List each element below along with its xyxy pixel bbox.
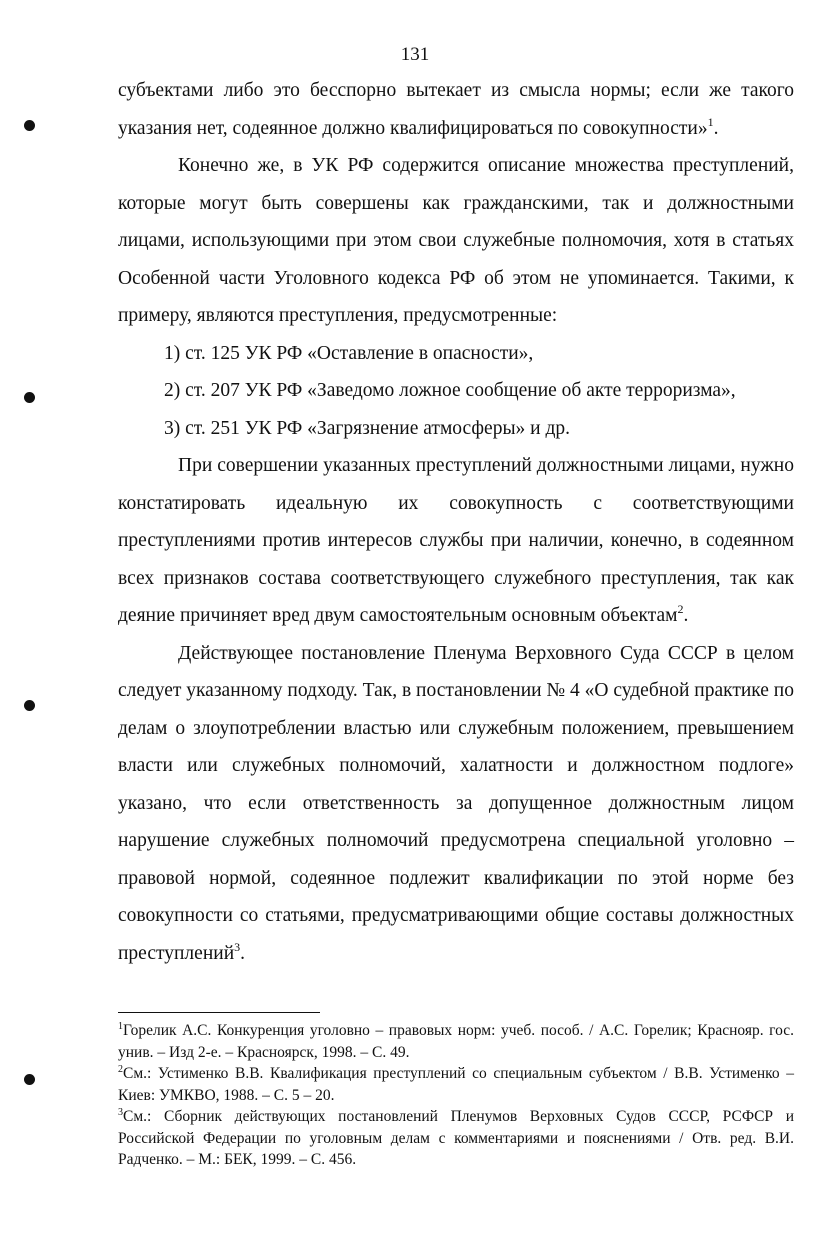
paragraph-crimes-description: Конечно же, в УК РФ содержится описание множества преступлений, которые могут быть совершены как гражданскими, так и должностными лицами, использующими при этом свои служебные полномочия, хотя в статьях Особенной части Уголовного кодекса РФ об этом не упоминается. Такими, к примеру, являются преступления, предусмотренные: [118, 155, 794, 326]
footnote-ref-3: 3 [234, 939, 241, 954]
footnote-2: $^2$См.: Устименко В.В. Квалификация преступлений со специальным субъектом / В.В. Устименко – Киев: УМКВО, 1988. – С. 5 – 20. [118, 1064, 794, 1104]
binding-hole-mark [24, 392, 35, 403]
binding-hole-mark [24, 120, 35, 131]
binding-hole-mark [24, 1074, 35, 1085]
footnote-ref-1: 1 [707, 114, 714, 129]
footnote-1: $^1$Горелик А.С. Конкуренция уголовно – правовых норм: учеб. пособ. / А.С. Горелик; Краснояр. гос. унив. – Изд 2-е. – Красноярск, 1998. – С. 49. [118, 1021, 794, 1061]
binding-hole-mark [24, 700, 35, 711]
page-number: 131 [400, 44, 430, 65]
footnote-mark-3: 3 [118, 1107, 123, 1118]
list-item-3: 3) ст. 251 УК РФ «Загрязнение атмосферы» и др. [164, 417, 571, 439]
list-item-1: 1) ст. 125 УК РФ «Оставление в опасности», [164, 342, 534, 364]
footnote-mark-1: 1 [118, 1021, 123, 1032]
paragraph-continuation: субъектами либо это бесспорно вытекает из смысла нормы; если же такого указания нет, содеянное должно квалифицироваться по совокупности»$^1$. [118, 80, 794, 139]
footnote-separator [118, 1012, 320, 1013]
paragraph-plenum-resolution: Действующее постановление Пленума Верховного Суда СССР в целом следует указанному подходу. Так, в постановлении № 4 «О судебной практике по делам о злоупотреблении властью или служебным положением, превышением власти или служебных полномочий, халатности и должностном подлоге» указано, что если ответственность за допущенное должностным лицом нарушение служебных полномочий предусмотрена специальной уголовно – правовой нормой, содеянное подлежит квалификации по этой норме без совокупности со статьями, предусматривающими общие составы должностных преступлений$^3$. [118, 642, 794, 964]
footnotes [118, 1020, 794, 1171]
paragraph-ideal-aggregate: При совершении указанных преступлений должностными лицами, нужно констатировать идеальную их совокупность с соответствующими преступлениями против интересов службы при наличии, конечно, в содеянном всех признаков состава соответствующего служебного преступления, так как деяние причиняет вред двум самостоятельным основным объектам$^2$. [118, 455, 794, 626]
body-text [118, 72, 794, 972]
footnote-mark-2: 2 [118, 1064, 123, 1075]
footnote-3: $^3$См.: Сборник действующих постановлений Пленумов Верховных Судов СССР, РСФСР и Российской Федерации по уголовным делам с комментариями и пояснениями / Отв. ред. В.И. Радченко. – М.: БЕК, 1999. – С. 456. [118, 1107, 794, 1168]
footnote-ref-2: 2 [677, 602, 684, 616]
list-item-2: 2) ст. 207 УК РФ «Заведомо ложное сообщение об акте терроризма», [164, 380, 736, 401]
